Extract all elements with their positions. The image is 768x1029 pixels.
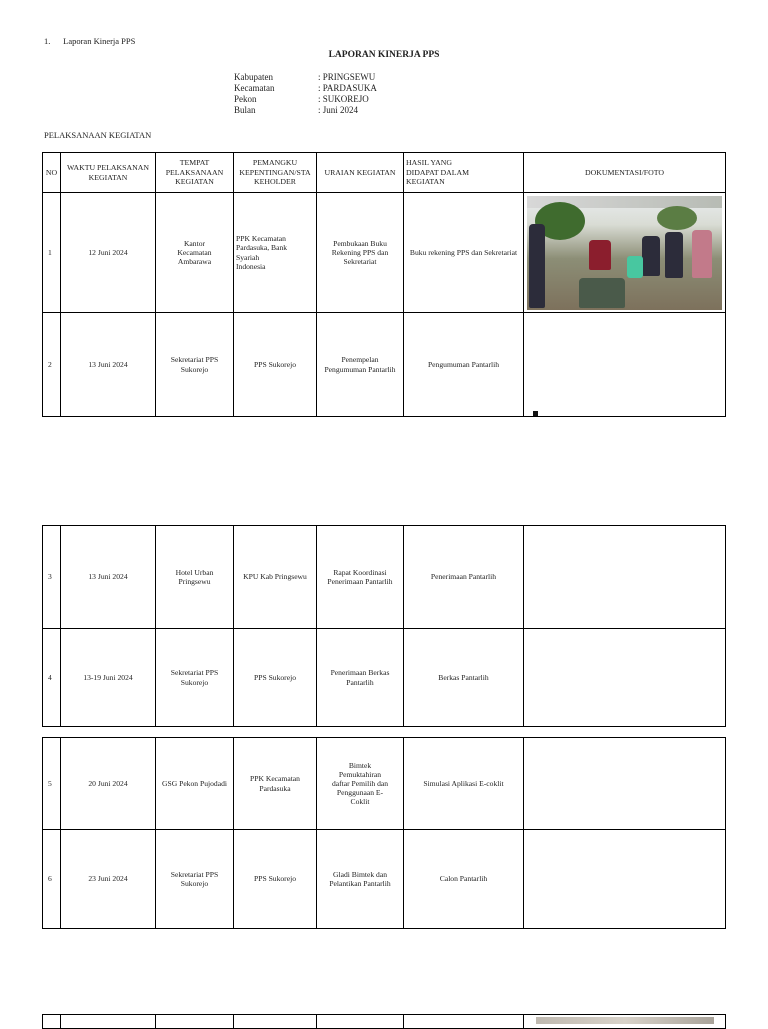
cell-no: 2 (43, 313, 61, 417)
meta-value: : PARDASUKA (318, 83, 377, 93)
image-placeholder-icon (533, 411, 538, 416)
cell-dokumentasi (524, 738, 726, 830)
cell-waktu: 13 Juni 2024 (61, 526, 156, 629)
cell-uraian: Penempelan Pengumuman Pantarlih (317, 313, 404, 417)
header-tempat: TEMPAT PELAKSANAAN KEGIATAN (156, 153, 234, 193)
cell-uraian (317, 1015, 404, 1029)
cell-tempat: Sekretariat PPS Sukorejo (156, 629, 234, 727)
cell-waktu: 23 Juni 2024 (61, 830, 156, 929)
cell-dokumentasi (524, 526, 726, 629)
photo-person (642, 236, 660, 276)
table-row (43, 830, 726, 929)
header-pemangku: PEMANGKU KEPENTINGAN/STA KEHOLDER (234, 153, 317, 193)
cell-no (43, 1015, 61, 1029)
meta-kecamatan (234, 83, 377, 94)
cell-pemangku: PPS Sukorejo (234, 830, 317, 929)
cell-hasil: Pengumuman Pantarlih (404, 313, 524, 417)
cell-dokumentasi (524, 313, 726, 417)
cell-dokumentasi (524, 830, 726, 929)
page-title: LAPORAN KINERJA PPS (328, 50, 440, 60)
activity-photo (527, 196, 722, 310)
cell-uraian: Pembukaan Buku Rekening PPS dan Sekretariat (317, 193, 404, 313)
cell-no: 3 (43, 526, 61, 629)
cell-uraian: Rapat Koordinasi Penerimaan Pantarlih (317, 526, 404, 629)
header-no: NO (43, 153, 61, 193)
cell-tempat: Sekretariat PPS Sukorejo (156, 830, 234, 929)
cell-tempat: GSG Pekon Pujodadi (156, 738, 234, 830)
meta-label: Bulan (234, 105, 256, 115)
cell-uraian: Penerimaan Berkas Pantarlih (317, 629, 404, 727)
cell-pemangku: PPS Sukorejo (234, 313, 317, 417)
cell-waktu: 20 Juni 2024 (61, 738, 156, 830)
cell-waktu: 13-19 Juni 2024 (61, 629, 156, 727)
table-row (43, 193, 726, 313)
table-row (43, 526, 726, 629)
cell-hasil: Buku rekening PPS dan Sekretariat (404, 193, 524, 313)
photo-person (579, 278, 625, 308)
table-row (43, 629, 726, 727)
cell-tempat: Kantor Kecamatan Ambarawa (156, 193, 234, 313)
meta-label: Pekon (234, 94, 257, 104)
meta-bulan (234, 105, 358, 116)
cell-no: 6 (43, 830, 61, 929)
photo-person (692, 230, 712, 278)
report-table-part-3 (42, 737, 726, 929)
meta-value: : PRINGSEWU (318, 72, 376, 82)
meta-kabupaten (234, 72, 375, 83)
section-title: PELAKSANAAN KEGIATAN (44, 130, 152, 140)
meta-pekon (234, 94, 369, 105)
cell-hasil: Penerimaan Pantarlih (404, 526, 524, 629)
header-dokumentasi: DOKUMENTASI/FOTO (524, 153, 726, 193)
cell-tempat: Hotel Urban Pringsewu (156, 526, 234, 629)
header-uraian: URAIAN KEGIATAN (317, 153, 404, 193)
meta-label: Kabupaten (234, 72, 273, 82)
list-text: Laporan Kinerja PPS (63, 36, 136, 46)
cell-hasil: Calon Pantarlih (404, 830, 524, 929)
report-table-part-2 (42, 525, 726, 727)
cell-hasil: Simulasi Aplikasi E-coklit (404, 738, 524, 830)
photo-person (529, 224, 545, 308)
cell-dokumentasi (524, 193, 726, 313)
table-row (43, 738, 726, 830)
cell-waktu: 13 Juni 2024 (61, 313, 156, 417)
cell-tempat: Sekretariat PPS Sukorejo (156, 313, 234, 417)
cell-no: 1 (43, 193, 61, 313)
cell-tempat (156, 1015, 234, 1029)
photo-tree (657, 206, 697, 230)
header-waktu: WAKTU PELAKSANAN KEGIATAN (61, 153, 156, 193)
cell-waktu: 12 Juni 2024 (61, 193, 156, 313)
cell-pemangku (234, 1015, 317, 1029)
cell-pemangku: PPK Kecamatan Pardasuka (234, 738, 317, 830)
cell-dokumentasi (524, 629, 726, 727)
report-table-part-1 (42, 152, 726, 417)
cell-hasil (404, 1015, 524, 1029)
meta-value: : Juni 2024 (318, 105, 359, 115)
meta-label: Kecamatan (234, 83, 275, 93)
table-row (43, 313, 726, 417)
cell-pemangku: PPS Sukorejo (234, 629, 317, 727)
photo-person (665, 232, 683, 278)
cell-pemangku: PPK Kecamatan Pardasuka, Bank Syariah Indonesia (234, 193, 317, 313)
header-hasil: HASIL YANG DIDAPAT DALAM KEGIATAN (404, 153, 524, 193)
activity-photo-partial (536, 1017, 714, 1024)
photo-person (589, 240, 611, 270)
photo-chair (627, 256, 643, 278)
list-item (44, 36, 135, 46)
cell-hasil: Berkas Pantarlih (404, 629, 524, 727)
cell-no: 4 (43, 629, 61, 727)
cell-uraian: Gladi Bimtek dan Pelantikan Pantarlih (317, 830, 404, 929)
table-header-row (43, 153, 726, 193)
cell-pemangku: KPU Kab Pringsewu (234, 526, 317, 629)
cell-waktu (61, 1015, 156, 1029)
cell-uraian: Bimtek Pemuktahiran daftar Pemilih dan Penggunaan E- Coklit (317, 738, 404, 830)
list-number: 1. (44, 36, 51, 46)
cell-no: 5 (43, 738, 61, 830)
meta-value: : SUKOREJO (318, 94, 369, 104)
